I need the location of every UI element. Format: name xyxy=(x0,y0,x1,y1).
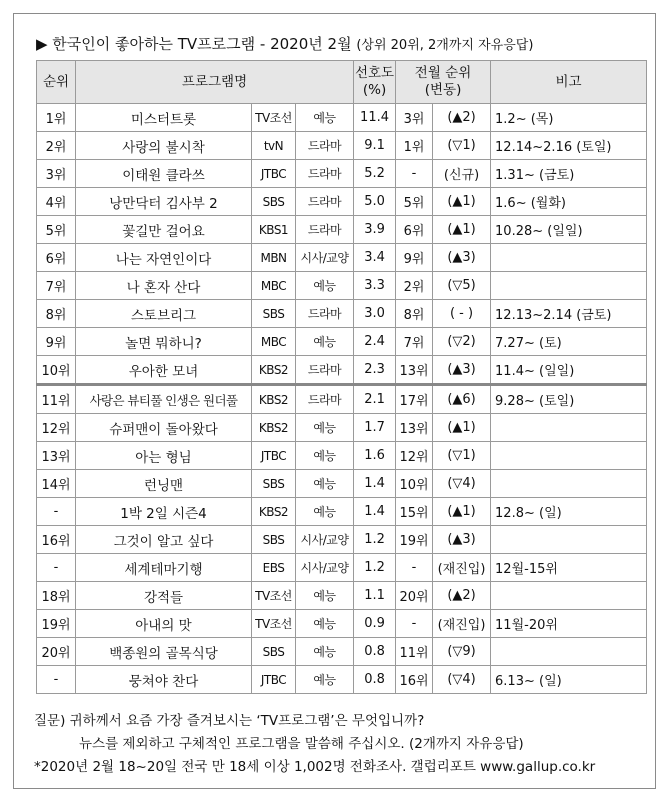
rank-cell: - xyxy=(37,666,76,694)
genre-cell: 드라마 xyxy=(296,216,354,244)
preference-cell: 0.9 xyxy=(354,610,396,638)
note-cell: 10.28~ (일일) xyxy=(491,216,647,244)
preference-cell: 9.1 xyxy=(354,132,396,160)
table-row xyxy=(37,414,647,442)
table-row xyxy=(37,442,647,470)
program-cell: 아는 형님 xyxy=(76,442,252,470)
channel-cell: MBC xyxy=(252,328,296,356)
note-cell: 12.14~2.16 (토일) xyxy=(491,132,647,160)
rank-cell: 9위 xyxy=(37,328,76,356)
table-row xyxy=(37,582,647,610)
prev-rank-cell: 2위 xyxy=(396,272,433,300)
preference-cell: 3.3 xyxy=(354,272,396,300)
channel-cell: JTBC xyxy=(252,160,296,188)
table-body xyxy=(37,104,647,694)
prev-rank-cell: 20위 xyxy=(396,582,433,610)
preference-cell: 0.8 xyxy=(354,666,396,694)
change-cell: (▽4) xyxy=(433,470,491,498)
prev-rank-cell: 17위 xyxy=(396,385,433,414)
program-cell: 꽃길만 걸어요 xyxy=(76,216,252,244)
note-cell: 9.28~ (토일) xyxy=(491,385,647,414)
change-cell: (재진입) xyxy=(433,554,491,582)
rank-cell: 14위 xyxy=(37,470,76,498)
table-row xyxy=(37,188,647,216)
program-cell: 나 혼자 산다 xyxy=(76,272,252,300)
channel-cell: TV조선 xyxy=(252,582,296,610)
header-preference: 선호도 (%) xyxy=(354,61,396,104)
rank-cell: 1위 xyxy=(37,104,76,132)
program-cell: 미스터트롯 xyxy=(76,104,252,132)
preference-cell: 5.2 xyxy=(354,160,396,188)
preference-cell: 1.4 xyxy=(354,498,396,526)
genre-cell: 예능 xyxy=(296,414,354,442)
preference-cell: 3.4 xyxy=(354,244,396,272)
header-prev-rank: 전월 순위 (변동) xyxy=(396,61,491,104)
table-row xyxy=(37,470,647,498)
change-cell: (▽1) xyxy=(433,442,491,470)
note-cell: 11월-20위 xyxy=(491,610,647,638)
preference-cell: 5.0 xyxy=(354,188,396,216)
note-cell: 12월-15위 xyxy=(491,554,647,582)
channel-cell: KBS1 xyxy=(252,216,296,244)
change-cell: (▽2) xyxy=(433,328,491,356)
change-cell: (재진입) xyxy=(433,610,491,638)
genre-cell: 예능 xyxy=(296,638,354,666)
genre-cell: 예능 xyxy=(296,610,354,638)
program-cell: 세계테마기행 xyxy=(76,554,252,582)
note-cell xyxy=(491,582,647,610)
change-cell: (신규) xyxy=(433,160,491,188)
footer-source: *2020년 2월 18~20일 전국 만 18세 이상 1,002명 전화조사. 갤럽리포트 www.gallup.co.kr xyxy=(34,759,596,775)
note-cell: 6.13~ (일) xyxy=(491,666,647,694)
header-note: 비고 xyxy=(491,61,647,104)
change-cell: (▽1) xyxy=(433,132,491,160)
channel-cell: SBS xyxy=(252,300,296,328)
genre-cell: 드라마 xyxy=(296,385,354,414)
channel-cell: KBS2 xyxy=(252,385,296,414)
report-title xyxy=(36,33,533,54)
genre-cell: 예능 xyxy=(296,582,354,610)
rank-cell: 7위 xyxy=(37,272,76,300)
note-cell: 11.4~ (일일) xyxy=(491,356,647,385)
rank-cell: 13위 xyxy=(37,442,76,470)
change-cell: (▽9) xyxy=(433,638,491,666)
change-cell: (▲3) xyxy=(433,356,491,385)
genre-cell: 예능 xyxy=(296,442,354,470)
prev-rank-cell: 7위 xyxy=(396,328,433,356)
table-row xyxy=(37,328,647,356)
table-row xyxy=(37,498,647,526)
preference-cell: 1.7 xyxy=(354,414,396,442)
rank-cell: 6위 xyxy=(37,244,76,272)
table-row xyxy=(37,385,647,414)
change-cell: (▲3) xyxy=(433,526,491,554)
program-cell: 나는 자연인이다 xyxy=(76,244,252,272)
program-cell: 사랑은 뷰티풀 인생은 원더풀 xyxy=(76,385,252,414)
preference-cell: 1.4 xyxy=(354,470,396,498)
preference-cell: 1.1 xyxy=(354,582,396,610)
rank-cell: 5위 xyxy=(37,216,76,244)
genre-cell: 드라마 xyxy=(296,160,354,188)
program-cell: 사랑의 불시착 xyxy=(76,132,252,160)
rank-cell: 16위 xyxy=(37,526,76,554)
prev-rank-cell: 1위 xyxy=(396,132,433,160)
table-header-row xyxy=(37,61,647,104)
table-row xyxy=(37,132,647,160)
rank-cell: 20위 xyxy=(37,638,76,666)
table-row xyxy=(37,104,647,132)
table-row xyxy=(37,244,647,272)
program-cell: 놀면 뭐하니? xyxy=(76,328,252,356)
program-cell: 우아한 모녀 xyxy=(76,356,252,385)
prev-rank-cell: 6위 xyxy=(396,216,433,244)
preference-cell: 2.3 xyxy=(354,356,396,385)
genre-cell: 예능 xyxy=(296,272,354,300)
rank-cell: 11위 xyxy=(37,385,76,414)
program-cell: 스토브리그 xyxy=(76,300,252,328)
rank-cell: 2위 xyxy=(37,132,76,160)
rank-cell: 3위 xyxy=(37,160,76,188)
note-cell xyxy=(491,470,647,498)
table-row xyxy=(37,272,647,300)
change-cell: (▽5) xyxy=(433,272,491,300)
preference-cell: 1.2 xyxy=(354,526,396,554)
rank-cell: 4위 xyxy=(37,188,76,216)
channel-cell: SBS xyxy=(252,188,296,216)
prev-rank-cell: 5위 xyxy=(396,188,433,216)
rank-cell: 12위 xyxy=(37,414,76,442)
prev-rank-cell: 11위 xyxy=(396,638,433,666)
change-cell: (▲1) xyxy=(433,498,491,526)
note-cell: 12.13~2.14 (금토) xyxy=(491,300,647,328)
channel-cell: tvN xyxy=(252,132,296,160)
footer-question-1: 질문) 귀하께서 요즘 가장 즐겨보시는 ‘TV프로그램’은 무엇입니까? xyxy=(34,713,425,729)
rank-cell: 18위 xyxy=(37,582,76,610)
channel-cell: SBS xyxy=(252,638,296,666)
prev-rank-cell: 19위 xyxy=(396,526,433,554)
note-cell: 1.31~ (금토) xyxy=(491,160,647,188)
genre-cell: 드라마 xyxy=(296,188,354,216)
table-row xyxy=(37,554,647,582)
rank-cell: 8위 xyxy=(37,300,76,328)
table-row xyxy=(37,610,647,638)
table-row xyxy=(37,356,647,385)
prev-rank-cell: - xyxy=(396,160,433,188)
program-cell: 뭉쳐야 찬다 xyxy=(76,666,252,694)
note-cell xyxy=(491,272,647,300)
note-cell xyxy=(491,442,647,470)
preference-cell: 3.0 xyxy=(354,300,396,328)
footer xyxy=(34,710,595,779)
genre-cell: 예능 xyxy=(296,104,354,132)
title-main: ▶ 한국인이 좋아하는 TV프로그램 - 2020년 2월 xyxy=(36,35,352,53)
channel-cell: MBC xyxy=(252,272,296,300)
change-cell: (▲6) xyxy=(433,385,491,414)
channel-cell: TV조선 xyxy=(252,610,296,638)
channel-cell: JTBC xyxy=(252,666,296,694)
note-cell xyxy=(491,638,647,666)
note-cell xyxy=(491,244,647,272)
genre-cell: 시사/교양 xyxy=(296,526,354,554)
prev-rank-cell: 16위 xyxy=(396,666,433,694)
table-row xyxy=(37,638,647,666)
preference-cell: 2.1 xyxy=(354,385,396,414)
change-cell: (▲2) xyxy=(433,582,491,610)
genre-cell: 예능 xyxy=(296,470,354,498)
rank-cell: - xyxy=(37,554,76,582)
program-cell: 그것이 알고 싶다 xyxy=(76,526,252,554)
program-cell: 강적들 xyxy=(76,582,252,610)
genre-cell: 드라마 xyxy=(296,300,354,328)
channel-cell: KBS2 xyxy=(252,414,296,442)
note-cell xyxy=(491,526,647,554)
channel-cell: MBN xyxy=(252,244,296,272)
channel-cell: SBS xyxy=(252,470,296,498)
title-sub: (상위 20위, 2개까지 자유응답) xyxy=(356,38,534,53)
channel-cell: EBS xyxy=(252,554,296,582)
genre-cell: 예능 xyxy=(296,666,354,694)
genre-cell: 시사/교양 xyxy=(296,244,354,272)
prev-rank-cell: 3위 xyxy=(396,104,433,132)
prev-rank-cell: 10위 xyxy=(396,470,433,498)
note-cell: 7.27~ (토) xyxy=(491,328,647,356)
preference-cell: 0.8 xyxy=(354,638,396,666)
note-cell: 12.8~ (일) xyxy=(491,498,647,526)
channel-cell: TV조선 xyxy=(252,104,296,132)
footer-question-2: 뉴스를 제외하고 구체적인 프로그램을 말씀해 주십시오. (2개까지 자유응답) xyxy=(79,736,524,752)
channel-cell: KBS2 xyxy=(252,498,296,526)
program-cell: 런닝맨 xyxy=(76,470,252,498)
prev-rank-cell: 15위 xyxy=(396,498,433,526)
rank-cell: 19위 xyxy=(37,610,76,638)
prev-rank-cell: 13위 xyxy=(396,356,433,385)
change-cell: (▲1) xyxy=(433,414,491,442)
channel-cell: JTBC xyxy=(252,442,296,470)
header-program: 프로그램명 xyxy=(76,61,354,104)
program-cell: 슈퍼맨이 돌아왔다 xyxy=(76,414,252,442)
preference-cell: 1.2 xyxy=(354,554,396,582)
genre-cell: 예능 xyxy=(296,328,354,356)
preference-cell: 11.4 xyxy=(354,104,396,132)
prev-rank-cell: - xyxy=(396,610,433,638)
genre-cell: 시사/교양 xyxy=(296,554,354,582)
note-cell: 1.6~ (월화) xyxy=(491,188,647,216)
change-cell: (▲1) xyxy=(433,188,491,216)
program-cell: 아내의 맛 xyxy=(76,610,252,638)
rank-cell: 10위 xyxy=(37,356,76,385)
program-cell: 낭만닥터 김사부 2 xyxy=(76,188,252,216)
program-cell: 1박 2일 시즌4 xyxy=(76,498,252,526)
table-row xyxy=(37,160,647,188)
prev-rank-cell: 12위 xyxy=(396,442,433,470)
prev-rank-cell: 13위 xyxy=(396,414,433,442)
note-cell xyxy=(491,414,647,442)
program-cell: 이태원 클라쓰 xyxy=(76,160,252,188)
rank-cell: - xyxy=(37,498,76,526)
change-cell: (▲1) xyxy=(433,216,491,244)
header-rank: 순위 xyxy=(37,61,76,104)
change-cell: (▲2) xyxy=(433,104,491,132)
preference-cell: 2.4 xyxy=(354,328,396,356)
prev-rank-cell: 8위 xyxy=(396,300,433,328)
note-cell: 1.2~ (목) xyxy=(491,104,647,132)
channel-cell: KBS2 xyxy=(252,356,296,385)
table-row xyxy=(37,526,647,554)
channel-cell: SBS xyxy=(252,526,296,554)
prev-rank-cell: 9위 xyxy=(396,244,433,272)
table-row xyxy=(37,216,647,244)
genre-cell: 드라마 xyxy=(296,132,354,160)
program-cell: 백종원의 골목식당 xyxy=(76,638,252,666)
preference-cell: 1.6 xyxy=(354,442,396,470)
ranking-table xyxy=(36,60,647,694)
genre-cell: 드라마 xyxy=(296,356,354,385)
change-cell: (▲3) xyxy=(433,244,491,272)
preference-cell: 3.9 xyxy=(354,216,396,244)
change-cell: ( - ) xyxy=(433,300,491,328)
genre-cell: 예능 xyxy=(296,498,354,526)
table-row xyxy=(37,300,647,328)
change-cell: (▽4) xyxy=(433,666,491,694)
table-row xyxy=(37,666,647,694)
prev-rank-cell: - xyxy=(396,554,433,582)
